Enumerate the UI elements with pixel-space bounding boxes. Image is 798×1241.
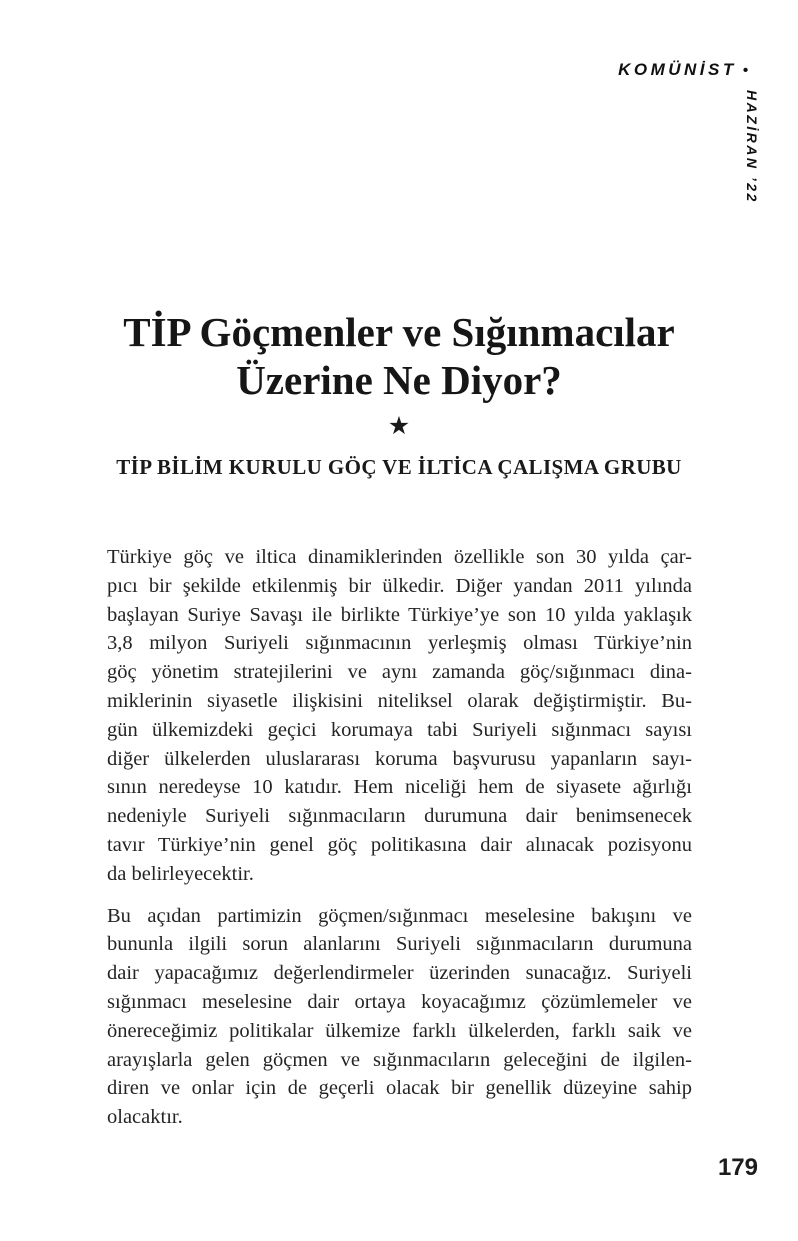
article-title	[72, 308, 726, 404]
text-line: bununla ilgili sorun alanlarını Suriyeli sığınmacıların durumuna	[107, 933, 692, 956]
text-line: arayışlarla gelen göçmen ve sığınmacıların geleceğini de ilgilen-	[107, 1048, 692, 1071]
article-author: TİP BİLİM KURULU GÖÇ VE İLTİCA ÇALIŞMA GRUBU	[116, 455, 682, 479]
text-line: gün ülkemizdeki geçici korumaya tabi Suriyeli sığınmacı sayısı	[107, 718, 692, 741]
text-line: miklerinin siyasetle ilişkisini niteliksel olarak değiştirmiştir. Bu-	[107, 689, 692, 712]
article-body	[107, 543, 692, 1145]
journal-name: KOMÜNİST	[618, 60, 737, 79]
text-line: önereceğimiz politikalar ülkemize farklı ülkelerden, farklı saik ve	[107, 1019, 692, 1042]
paragraph	[107, 543, 692, 889]
text-line: Üzerine Ne Diyor?	[236, 357, 562, 403]
text-line: Türkiye göç ve iltica dinamiklerinden özellikle son 30 yılda çar-	[107, 546, 692, 568]
text-line: da belirleyecektir.	[107, 862, 254, 885]
star-divider-icon: ★	[387, 413, 411, 440]
text-line: başlayan Suriye Savaşı ile birlikte Türkiye’ye son 10 yılda yaklaşık	[107, 603, 692, 626]
text-line: olacaktır.	[107, 1106, 183, 1129]
text-line: TİP Göçmenler ve Sığınmacılar	[123, 309, 675, 355]
text-line: nedeniyle Suriyeli sığınmacıların durumuna dair benimsenecek	[107, 805, 692, 828]
text-line: sığınmacı meselesine dair ortaya koyacağımız çözümlemeler ve	[107, 990, 692, 1013]
text-line: diğer ülkelerden uluslararası koruma başvurusu yapanların sayı-	[107, 747, 692, 770]
text-line: Bu açıdan partimizin göçmen/sığınmacı meselesine bakışını ve	[107, 904, 692, 927]
issue-date-vertical: HAZİRAN ’22	[744, 90, 760, 204]
article-heading-block	[72, 308, 726, 480]
text-line: dair yapacağımız değerlendirmeler üzerinden sunacağız. Suriyeli	[107, 962, 692, 985]
text-line: pıcı bir şekilde etkilenmiş bir ülkedir. Diğer yandan 2011 yılında	[107, 574, 692, 597]
text-line: sının neredeyse 10 katıdır. Hem niceliği hem de siyasete ağırlığı	[107, 776, 692, 799]
text-line: göç yönetim stratejilerini ve aynı zamanda göç/sığınmacı dina-	[107, 661, 692, 684]
journal-masthead	[618, 60, 748, 80]
text-line: tavır Türkiye’nin genel göç politikasına dair alınacak pozisyonu	[107, 833, 692, 856]
text-line: 3,8 milyon Suriyeli sığınmacının yerleşmiş olması Türkiye’nin	[107, 632, 692, 655]
masthead-bullet-icon: •	[742, 62, 748, 79]
text-line: diren ve onlar için de geçerli olacak bir genellik düzeyine sahip	[107, 1077, 692, 1100]
page-number: 179	[717, 1154, 758, 1181]
paragraph	[107, 902, 692, 1132]
